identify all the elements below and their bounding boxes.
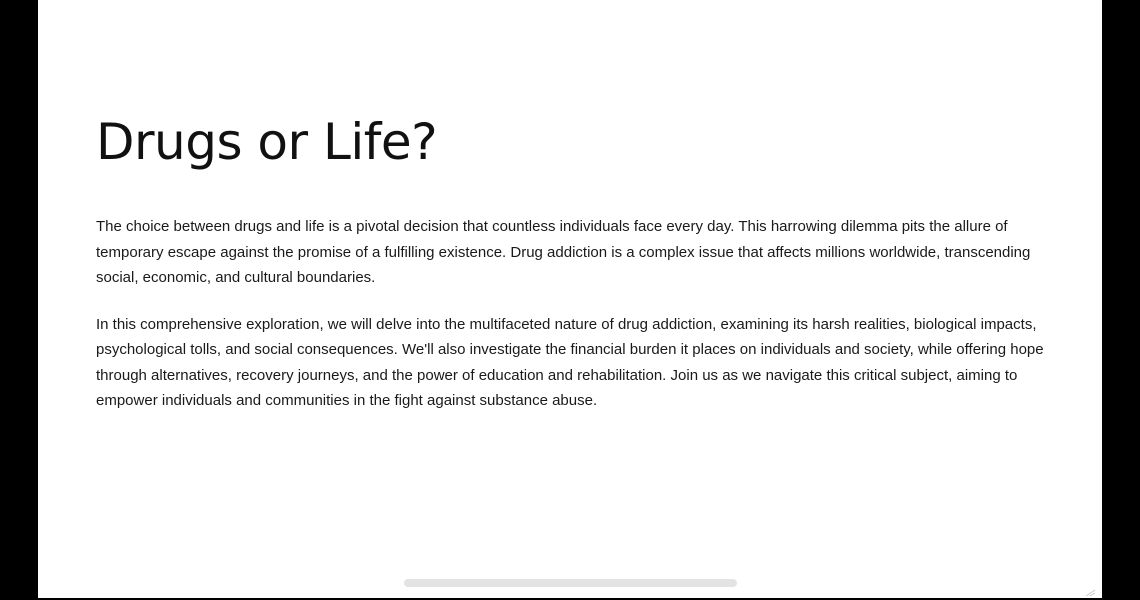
slide-paragraph-intro: The choice between drugs and life is a pivotal decision that countless individuals face every day. This harrowing dilemma pits the allure of temporary escape against the promise of a fulfilling existence. Drug addiction is a complex issue that affects millions worldwide, transcending social, economic, and cultural boundaries. (96, 218, 1031, 286)
slide-title: Drugs or Life? (96, 113, 438, 171)
slide (38, 0, 1102, 598)
horizontal-scrollbar[interactable] (404, 579, 737, 587)
resize-grip-icon[interactable] (1084, 584, 1096, 594)
slide-paragraph-overview: In this comprehensive exploration, we will delve into the multifaceted nature of drug addiction, examining its harsh realities, biological impacts, psychological tolls, and social consequences. We'll also investigate the financial burden it places on individuals and society, while offering hope through alternatives, recovery journeys, and the power of education and rehabilitation. Join us as we navigate this critical subject, aiming to empower individuals and communities in the fight against substance abuse. (96, 315, 1044, 409)
slide-body (96, 214, 1046, 435)
